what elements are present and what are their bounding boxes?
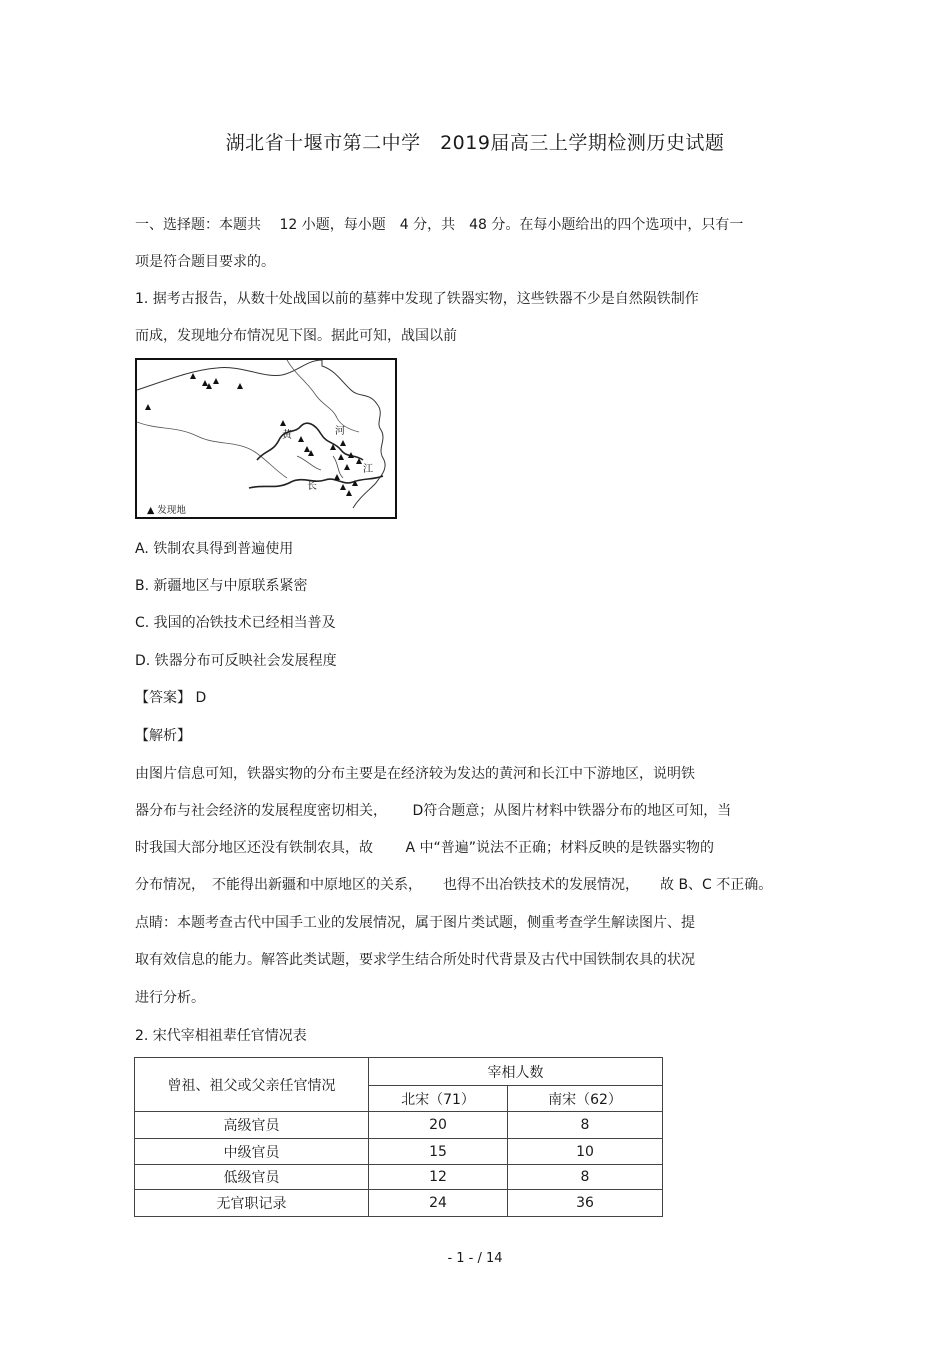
table-cell-label: 高级官员 (135, 1112, 369, 1139)
find-site-marker (340, 484, 346, 490)
table-cell-label: 低级官员 (135, 1165, 369, 1190)
q1-analysis-line: 取有效信息的能力。解答此类试题，要求学生结合所处时代背景及古代中国铁制农具的状况 (135, 952, 695, 968)
table-cell-north: 24 (369, 1190, 508, 1217)
river-label-he: 河 (335, 426, 345, 437)
find-site-marker (280, 420, 286, 426)
q2-stem: 2. 宋代宰相祖辈任官情况表 (135, 1028, 307, 1044)
table-cell-north: 12 (369, 1165, 508, 1190)
find-site-marker (346, 490, 352, 496)
table-cell-south: 36 (508, 1190, 663, 1217)
page-number: - 1 - / 14 (447, 1251, 503, 1266)
find-site-marker (213, 378, 219, 384)
q1-analysis-line: 器分布与社会经济的发展程度密切相关， D符合题意；从图片材料中铁器分布的地区可知，当 (135, 803, 732, 819)
find-site-marker (344, 464, 350, 470)
table-cell-label: 无官职记录 (135, 1190, 369, 1217)
map-tributary (297, 456, 321, 470)
q1-answer: 【答案】 D (135, 690, 207, 706)
q1-analysis-line: 进行分析。 (135, 990, 205, 1006)
q1-analysis-label: 【解析】 (135, 728, 191, 744)
q1-analysis-line: 点睛：本题考查古代中国手工业的发展情况，属于图片类试题，侧重考查学生解读图片、提 (135, 915, 695, 931)
find-site-marker (145, 404, 151, 410)
q1-stem-line2: 而成，发现地分布情况见下图。据此可知，战国以前 (135, 328, 457, 344)
q1-analysis-line: 由图片信息可知，铁器实物的分布主要是在经济较为发达的黄河和长江中下游地区，说明铁 (135, 766, 695, 782)
table-row (135, 1190, 663, 1217)
find-site-marker (190, 373, 196, 379)
table-col-north-song: 北宋（71） (369, 1086, 508, 1112)
table-cell-label: 中级官员 (135, 1139, 369, 1165)
section-header-line1: 一、选择题：本题共 12 小题，每小题 4 分，共 48 分。在每小题给出的四个选项中，只有一 (135, 217, 744, 233)
q1-analysis-line: 时我国大部分地区还没有铁制农具，故 A 中“普遍”说法不正确；材料反映的是铁器实物的 (135, 840, 714, 856)
q1-option-b: B. 新疆地区与中原联系紧密 (135, 578, 308, 594)
table-group-header: 宰相人数 (369, 1058, 663, 1086)
map-north-boundary (287, 360, 359, 432)
find-site-marker (340, 440, 346, 446)
page-title: 湖北省十堰市第二中学 2019届高三上学期检测历史试题 (225, 132, 725, 154)
table-cell-south: 8 (508, 1165, 663, 1190)
table-row-header: 曾祖、祖父或父亲任官情况 (135, 1058, 369, 1112)
find-site-marker (334, 474, 340, 480)
table-cell-north: 20 (369, 1112, 508, 1139)
table-row (135, 1139, 663, 1165)
q1-option-c: C. 我国的冶铁技术已经相当普及 (135, 615, 336, 631)
table-cell-south: 8 (508, 1112, 663, 1139)
q1-option-d: D. 铁器分布可反映社会发展程度 (135, 653, 337, 669)
find-site-marker (304, 446, 310, 452)
official-background-table (134, 1057, 663, 1217)
find-site-marker (237, 383, 243, 389)
q1-stem-line1: 1. 据考古报告，从数十处战国以前的墓葬中发现了铁器实物，这些铁器不少是自然陨铁制作 (135, 291, 699, 307)
section-header-line2: 项是符合题目要求的。 (135, 254, 275, 270)
river-label-jiang: 江 (363, 464, 373, 475)
find-site-marker (338, 454, 344, 460)
table-row (135, 1165, 663, 1190)
table-cell-south: 10 (508, 1139, 663, 1165)
q1-analysis-line: 分布情况， 不能得出新疆和中原地区的关系， 也得不出冶铁技术的发展情况， 故 B、C 不正确。 (135, 877, 773, 893)
river-label-huang: 黄 (282, 430, 292, 441)
table-col-south-song: 南宋（62） (508, 1086, 663, 1112)
river-label-chang: 长 (307, 481, 317, 492)
find-site-marker (202, 380, 208, 386)
map-west-boundary (137, 422, 287, 478)
table-cell-north: 15 (369, 1139, 508, 1165)
map-legend: ▲ 发现地 (147, 505, 186, 516)
q1-option-a: A. 铁制农具得到普遍使用 (135, 541, 294, 557)
table-row (135, 1112, 663, 1139)
iron-find-map (135, 358, 397, 519)
find-site-marker (298, 436, 304, 442)
